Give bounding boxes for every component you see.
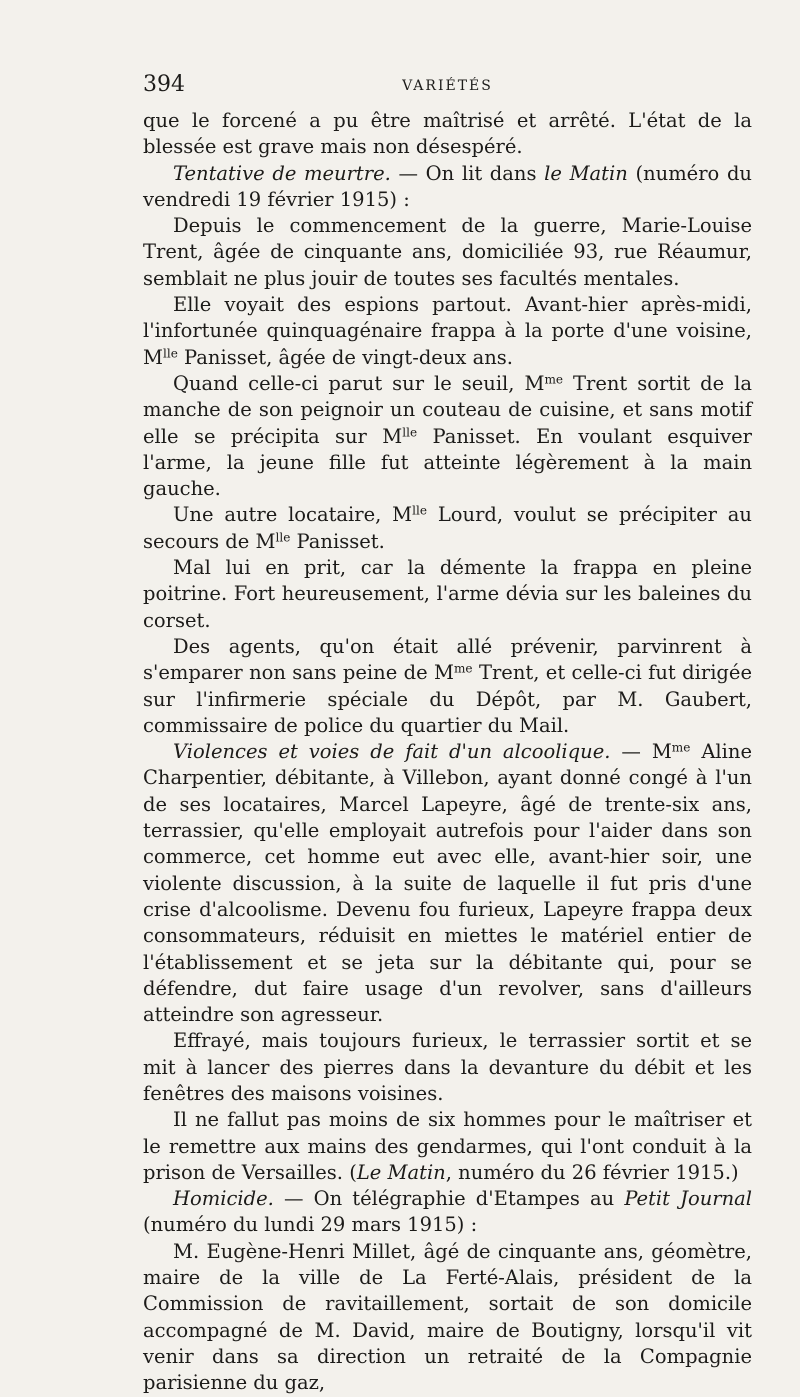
paragraph	[143, 292, 752, 371]
text-run: Aline Charpentier, débitante, à Villebon, ayant donné congé à l'un de ses locataires, Marcel Lapeyre, âgé de trente-six ans, terrassier, qu'elle employait autrefois pour l'aider dans son commerce, cet homme eut avec elle, avant-hier soir, une violente discussion, à la suite de laquelle il fut pris d'une crise d'alcoolisme. Devenu fou furieux, Lapeyre frappa deux consommateurs, réduisit en miettes le matériel entier de l'établissement et se jeta sur la débitante qui, pour se défendre, dut faire usage d'un revolver, sans d'ailleurs atteindre son agresseur.	[143, 740, 752, 1027]
superscript-abbrev: lle	[402, 424, 418, 439]
text-run: Une autre locataire, M	[173, 503, 413, 527]
text-run: , numéro du 26 février 1915.)	[445, 1160, 739, 1184]
text-run: — On télégraphie d'Etampes au	[273, 1187, 625, 1211]
paragraph	[143, 1107, 752, 1186]
text-run: Quand celle-ci parut sur le seuil, M	[173, 371, 545, 395]
text-run: M. Eugène-Henri Millet, âgé de cinquante ans, géomètre, maire de la ville de La Ferté-Alais, président de la Commission de ravitaillement, sortait de son domicile accompagné de M. David, maire de Boutigny, lorsqu'il vit venir dans sa direction un retraité de la Compagnie parisienne du gaz,	[143, 1239, 752, 1395]
superscript-abbrev: me	[544, 372, 564, 387]
paragraph	[143, 555, 752, 634]
paragraph	[143, 502, 752, 555]
superscript-abbrev: lle	[275, 530, 291, 545]
text-run: Lourd, voulut se précipiter au secours de M	[143, 503, 752, 553]
text-run: que le forcené a pu être maîtrisé et arrêté. L'état de la blessée est grave mais non désespéré.	[143, 109, 752, 159]
text-run: Effrayé, mais toujours furieux, le terrassier sortit et se mit à lancer des pierres dans la devanture du débit et les fenêtres des maisons voisines.	[143, 1029, 752, 1105]
text-run: Panisset. En voulant esquiver l'arme, la jeune fille fut atteinte légèrement à la main gauche.	[143, 424, 752, 501]
italic-text: Le Matin	[356, 1160, 446, 1184]
text-run: Elle voyait des espions partout. Avant-hier après-midi, l'infortunée quinquagénaire frappa à la porte d'une voisine, M	[143, 293, 752, 369]
text-run: (numéro du lundi 29 mars 1915) :	[143, 1213, 478, 1237]
text-run: Panisset, âgée de vingt-deux ans.	[177, 345, 513, 369]
superscript-abbrev: me	[453, 661, 473, 676]
paragraph	[143, 161, 752, 214]
italic-text: Tentative de meurtre.	[173, 161, 391, 185]
text-run: (numéro du vendredi 19 février 1915) :	[143, 161, 752, 211]
italic-text: Petit Journal	[624, 1187, 752, 1211]
text-run: Trent sortit de la manche de son peignoir un couteau de cuisine, et sans motif elle se précipita sur M	[143, 371, 753, 448]
paragraph	[143, 108, 752, 161]
running-title: VARIÉTÉS	[402, 78, 493, 94]
superscript-abbrev: me	[671, 740, 691, 755]
body-text	[143, 108, 752, 1397]
superscript-abbrev: lle	[162, 346, 178, 361]
paragraph	[143, 1028, 752, 1107]
paragraph	[143, 634, 752, 739]
italic-text: le Matin	[544, 161, 628, 185]
text-run: Il ne fallut pas moins de six hommes pour le maîtriser et le remettre aux mains des gendarmes, qui l'ont conduit à la prison de Versailles. (	[143, 1108, 752, 1184]
paragraph	[143, 739, 752, 1028]
text-run: Des agents, qu'on était allé prévenir, parvinrent à s'emparer non sans peine de M	[143, 634, 752, 685]
text-run: — M	[610, 740, 672, 764]
text-run: Mal lui en prit, car la démente la frappa en pleine poitrine. Fort heureusement, l'arme dévia sur les baleines du corset.	[143, 556, 752, 632]
text-run: — On lit dans	[390, 161, 545, 185]
italic-text: Violences et voies de fait d'un alcoolique.	[173, 740, 611, 764]
text-run: Trent, et celle-ci fut dirigée sur l'infirmerie spéciale du Dépôt, par M. Gaubert, commissaire de police du quartier du Mail.	[143, 661, 752, 737]
page-header	[143, 68, 752, 108]
text-run: Depuis le commencement de la guerre, Marie-Louise Trent, âgée de cinquante ans, domiciliée 93, rue Réaumur, semblait ne plus jouir de toutes ses facultés mentales.	[143, 214, 752, 290]
paragraph	[143, 371, 752, 502]
paragraph	[143, 1239, 752, 1397]
text-run: Panisset.	[290, 529, 385, 553]
italic-text: Homicide.	[173, 1187, 274, 1211]
paragraph	[143, 213, 752, 292]
paragraph	[143, 1186, 752, 1239]
superscript-abbrev: lle	[412, 503, 428, 518]
page-number: 394	[143, 72, 185, 97]
